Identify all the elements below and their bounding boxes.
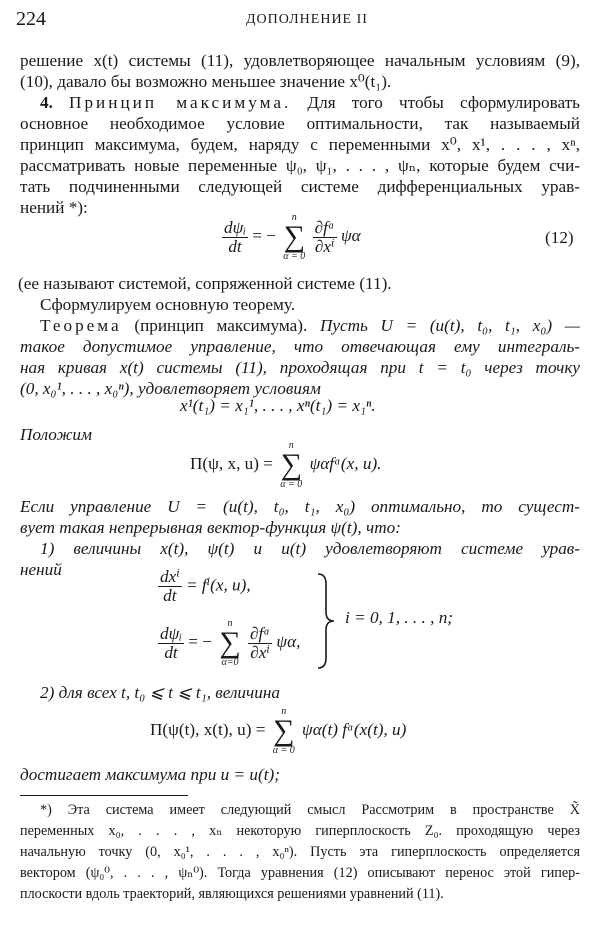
footnote-line: переменных x₀, . . . , xₙ некоторую гиперплоскость Z₀. проходящую через — [20, 823, 580, 839]
text-line: (ее называют системой, сопряженной системе (11). — [18, 274, 392, 293]
section-title: Принцип максимума. — [69, 93, 292, 112]
fraction: $\frac{\text{dψᵢ}}{dt}$ — [224, 217, 246, 256]
summation: n ∑ α = 0 — [280, 440, 303, 490]
theorem-word: Теорема — [40, 316, 122, 335]
text-line: ная кривая x(t) системы (11), проходящая при t = t₀ через точку — [20, 358, 580, 377]
fraction: $\frac{\text{dxⁱ}}{dt}$ — [160, 567, 180, 605]
text-line: основное необходимое условие оптимальности, так называемый — [20, 114, 580, 133]
right-brace — [316, 572, 336, 670]
text-line: такое допустимое управление, что отвечающая ему интеграль- — [20, 337, 580, 356]
text-line: достигает максимума при u = u(t); — [20, 765, 280, 784]
footnote-divider — [20, 795, 188, 796]
theorem-first-line — [40, 315, 580, 336]
footnote-line: плоскости вдоль траекторий, являющихся решениями уравнений (11). — [20, 886, 444, 902]
text-line: Сформулируем основную теорему. — [40, 295, 296, 314]
text-run: Пусть U = (u(t), t₀, t₁, x₀) — — [319, 316, 580, 335]
fraction: $\frac{\text{∂fᵅ}}{\text{∂xⁱ}}$ — [314, 217, 335, 256]
equation-12 — [222, 212, 361, 262]
text-line: рассматривать новые переменные ψ₀, ψ₁, . . . , ψₙ, которые будем счи- — [20, 156, 580, 175]
running-title: ДОПОЛНЕНИЕ II — [246, 12, 368, 27]
section-4-heading-line — [40, 92, 580, 113]
system-equation-2: $\frac{\text{dψᵢ}}{dt}$ = − n ∑ α=0 $\frac{\text{∂fᵅ}}{\text{∂xⁱ}}$ ψα, — [160, 618, 301, 668]
text-line: (10), давало бы возможно меньшее значение x⁰(t₁). — [20, 72, 392, 91]
section-number: 4. — [40, 93, 53, 112]
text-line: вует такая непрерывная вектор-функция ψ(t), что: — [20, 518, 401, 537]
equation-pi-definition: Π(ψ, x, u) = n ∑ α = 0 ψαfᵅ(x, u). — [190, 440, 382, 490]
text-line: Положим — [20, 425, 92, 444]
equation-pi-trajectory: Π(ψ(t), x(t), u) = n ∑ α = 0 ψα(t) fᵅ(x(t), u) — [150, 706, 407, 756]
text-run: Для того чтобы сформулировать — [307, 93, 580, 112]
summation: n ∑ α = 0 — [272, 706, 295, 756]
text-line: принцип максимума, будем, наряду с переменными x⁰, x¹, . . . , xⁿ, — [20, 135, 580, 154]
text-line: нений *): — [20, 198, 88, 217]
text-line: 2) для всех t, t₀ ⩽ t ⩽ t₁, величина — [40, 683, 280, 702]
summation: n ∑ α = 0 — [283, 212, 306, 262]
equation-boundary-conditions: x¹(t₁) = x₁¹, . . . , xⁿ(t₁) = x₁ⁿ. — [180, 396, 376, 415]
text-line: решение x(t) системы (11), удовлетворяющее начальным условиям (9), — [20, 51, 580, 70]
text-line: нений — [20, 560, 62, 579]
psi-alpha: ψα — [341, 225, 361, 245]
text-run: (принцип максимума). — [134, 316, 308, 335]
equation-label: (12) — [545, 228, 574, 247]
footnote-line: начальную точку (0, x₀¹, . . . , x₀ⁿ). Пусть эта гиперплоскость определяется — [20, 844, 580, 860]
system-equation-1: $\frac{\text{dxⁱ}}{dt}$ = fⁱ(x, u), — [160, 567, 251, 605]
text-line: 1) величины x(t), ψ(t) и u(t) удовлетворяют системе урав- — [40, 539, 580, 558]
index-range: i = 0, 1, . . . , n; — [345, 608, 454, 627]
page-number: 224 — [16, 8, 46, 30]
text-line: Если управление U = (u(t), t₀, t₁, x₀) оптимально, то сущест- — [20, 497, 580, 516]
fraction: $\frac{\text{dψᵢ}}{dt}$ — [160, 623, 182, 662]
equals-minus: = − — [252, 225, 276, 245]
fraction: $\frac{\text{∂fᵅ}}{\text{∂xⁱ}}$ — [249, 623, 271, 662]
footnote-line: *) Эта система имеет следующий смысл Рассмотрим в пространстве X̃ — [40, 802, 580, 818]
text-line: (0, x₀¹, . . . , x₀ⁿ), удовлетворяет условиям — [20, 379, 321, 398]
text-line: тать подчиненными следующей системе дифференциальных урав- — [20, 177, 580, 196]
footnote-line: вектором (ψ₀⁰, . . . , ψₙ⁰). Тогда уравнения (12) описывают перенос этой гипер- — [20, 865, 580, 881]
summation: n ∑ α=0 — [219, 618, 241, 668]
